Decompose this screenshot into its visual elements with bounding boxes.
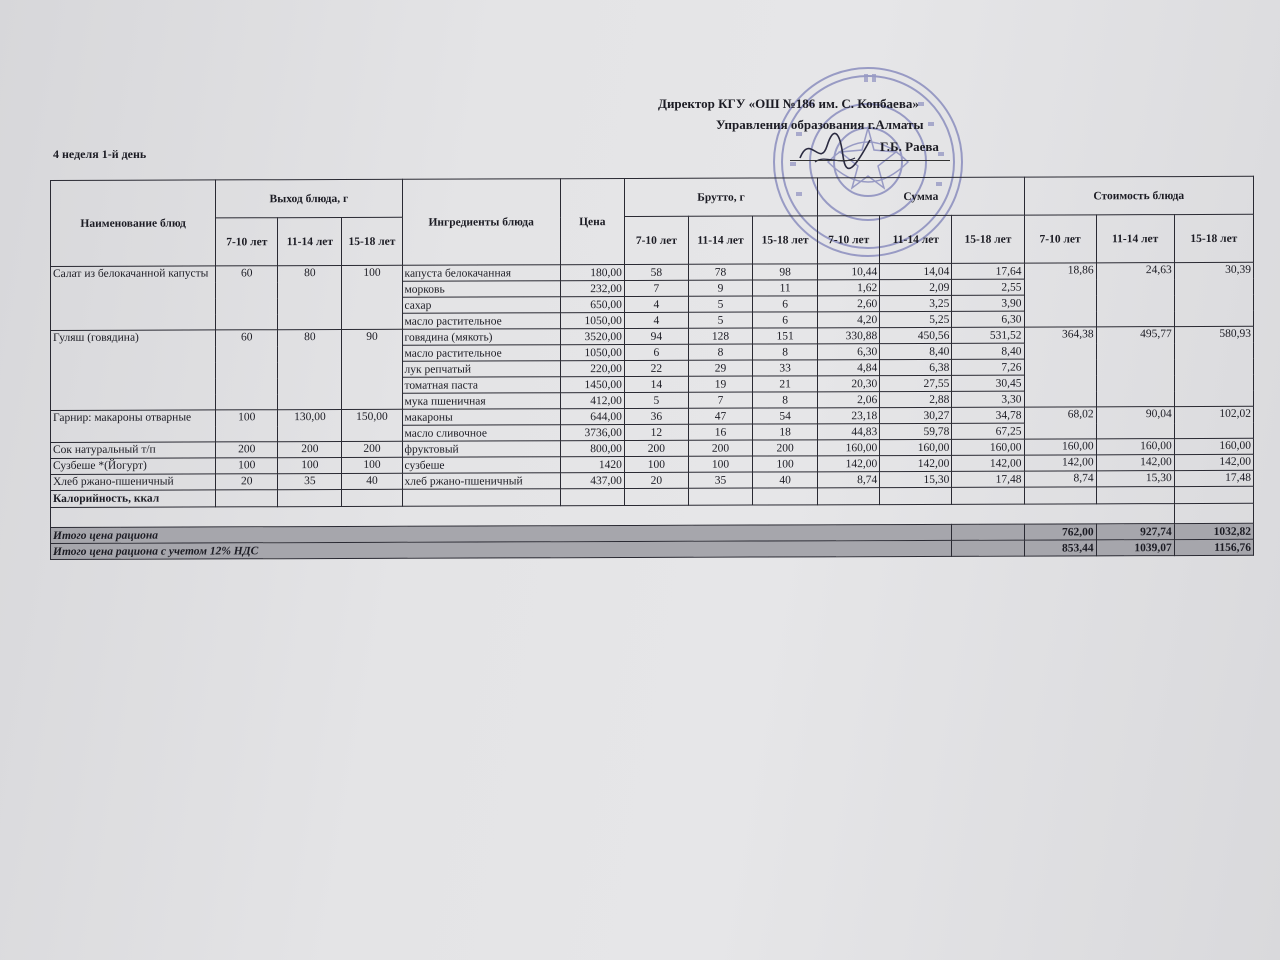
- dish-output: 35: [278, 473, 342, 489]
- dish-output: 40: [342, 473, 402, 489]
- ingredient-name: сахар: [402, 297, 560, 314]
- dish-output: 80: [278, 329, 342, 409]
- ingredient-sum: 20,30: [818, 376, 880, 392]
- ingredient-price: 3520,00: [560, 328, 624, 344]
- age-header: 7-10 лет: [1024, 215, 1096, 263]
- dish-name: Сузбеше *(Йогурт): [51, 458, 216, 475]
- ingredient-name: масло растительное: [402, 313, 560, 330]
- ingredient-brutto: 200: [624, 440, 688, 456]
- dish-cost: 68,02: [1024, 407, 1096, 439]
- ingredient-sum: 6,30: [952, 311, 1024, 327]
- ingredient-brutto: 8: [688, 344, 752, 360]
- ingredient-sum: 3,25: [880, 295, 952, 311]
- dish-cost: 160,00: [1024, 439, 1096, 455]
- ingredient-brutto: 14: [624, 376, 688, 392]
- dish-output: 100: [342, 265, 402, 329]
- ingredient-sum: 531,52: [952, 327, 1024, 343]
- dish-cost: 364,38: [1024, 327, 1096, 407]
- col-sum-header: Сумма: [818, 177, 1024, 216]
- ingredient-sum: 3,90: [952, 295, 1024, 311]
- dish-cost: 17,48: [1174, 470, 1253, 486]
- ingredient-brutto: 5: [688, 312, 752, 328]
- ingredient-name: хлеб ржано-пшеничный: [402, 473, 560, 490]
- ingredient-sum: 23,18: [818, 408, 880, 424]
- dish-cost: 580,93: [1174, 326, 1253, 406]
- age-header: 15-18 лет: [1174, 214, 1253, 262]
- ingredient-name: лук репчатый: [402, 361, 560, 378]
- dish-output: 130,00: [278, 409, 342, 441]
- ingredient-brutto: 98: [753, 264, 818, 280]
- ingredient-sum: 8,40: [952, 343, 1024, 359]
- total-vat-label: Итого цена рациона с учетом 12% НДС: [51, 540, 952, 559]
- ingredient-brutto: 18: [753, 424, 818, 440]
- ingredient-brutto: 6: [753, 312, 818, 328]
- ingredient-sum: 14,04: [880, 263, 952, 279]
- ingredient-price: 437,00: [560, 472, 624, 488]
- ingredient-name: морковь: [402, 281, 560, 298]
- age-header: 15-18 лет: [753, 216, 818, 264]
- department-title: Управления образования г.Алматы: [716, 117, 924, 132]
- ingredient-sum: 160,00: [952, 439, 1024, 455]
- ingredient-sum: 330,88: [818, 328, 880, 344]
- menu-table: [50, 176, 1254, 560]
- ingredient-sum: 142,00: [818, 456, 880, 472]
- col-name-header: Наименование блюд: [51, 180, 216, 267]
- ingredient-sum: 30,27: [880, 407, 952, 423]
- ingredient-brutto: 8: [753, 344, 818, 360]
- dish-cost: 8,74: [1024, 471, 1096, 487]
- age-header: 11-14 лет: [1096, 215, 1174, 263]
- ingredient-brutto: 4: [624, 296, 688, 312]
- dish-output: 20: [216, 474, 278, 490]
- dish-name: Хлеб ржано-пшеничный: [51, 474, 216, 491]
- ingredient-price: 1050,00: [560, 344, 624, 360]
- ingredient-sum: 6,30: [818, 344, 880, 360]
- signature-icon: [795, 128, 875, 173]
- ingredient-name: капуста белокачанная: [402, 265, 560, 282]
- total-15-18: 1032,82: [1174, 523, 1253, 539]
- total-11-14: 927,74: [1096, 524, 1174, 540]
- total-label: Итого цена рациона: [51, 524, 952, 543]
- ingredient-price: 180,00: [560, 264, 624, 280]
- ingredient-name: говядина (мякоть): [402, 329, 560, 346]
- ingredient-price: 1450,00: [560, 376, 624, 392]
- ingredient-sum: 44,83: [818, 424, 880, 440]
- col-cost-header: Стоимость блюда: [1024, 176, 1253, 215]
- ingredient-brutto: 5: [688, 296, 752, 312]
- ingredient-brutto: 100: [688, 456, 752, 472]
- ingredient-sum: 2,06: [818, 392, 880, 408]
- age-header: 11-14 лет: [688, 216, 752, 264]
- ingredient-sum: 7,26: [952, 359, 1024, 375]
- day-label: 4 неделя 1-й день: [53, 147, 147, 161]
- ingredient-sum: 142,00: [880, 455, 952, 471]
- dish-output: 150,00: [342, 409, 402, 441]
- ingredient-sum: 34,78: [952, 407, 1024, 423]
- ingredient-brutto: 40: [753, 472, 818, 488]
- ingredient-sum: 17,64: [952, 263, 1024, 279]
- director-title: Директор КГУ «ОШ №186 им. С. Копбаева»: [658, 96, 919, 111]
- ingredient-sum: 15,30: [880, 471, 952, 487]
- ingredient-brutto: 100: [624, 456, 688, 472]
- ingredient-sum: 3,30: [952, 391, 1024, 407]
- ingredient-sum: 2,09: [880, 279, 952, 295]
- ingredient-brutto: 16: [688, 424, 752, 440]
- dish-output: 100: [342, 457, 402, 473]
- dish-output: 200: [278, 441, 342, 457]
- dish-name: Сок натуральный т/п: [51, 442, 216, 459]
- dish-cost: 142,00: [1096, 455, 1174, 471]
- col-ingredients-header: Ингредиенты блюда: [402, 179, 560, 266]
- calories-label: Калорийность, ккал: [51, 490, 216, 508]
- dish-output: 100: [216, 410, 278, 442]
- ingredient-brutto: 5: [624, 392, 688, 408]
- ingredient-price: 232,00: [560, 280, 624, 296]
- dish-cost: 15,30: [1096, 471, 1174, 487]
- ingredient-brutto: 4: [624, 312, 688, 328]
- total-vat-7-10: 853,44: [1024, 540, 1096, 556]
- ingredient-sum: 2,60: [818, 296, 880, 312]
- ingredient-price: 3736,00: [560, 424, 624, 440]
- ingredient-name: масло растительное: [402, 345, 560, 362]
- ingredient-brutto: 36: [624, 408, 688, 424]
- age-header: 11-14 лет: [880, 215, 952, 263]
- col-price-header: Цена: [560, 178, 624, 264]
- ingredient-brutto: 33: [753, 360, 818, 376]
- ingredient-sum: 1,62: [818, 280, 880, 296]
- total-7-10: 762,00: [1024, 524, 1096, 540]
- dish-output: 60: [216, 330, 278, 410]
- dish-cost: 142,00: [1024, 455, 1096, 471]
- dish-output: 60: [216, 266, 278, 330]
- ingredient-sum: 27,55: [880, 375, 952, 391]
- ingredient-price: 650,00: [560, 296, 624, 312]
- ingredient-brutto: 35: [688, 472, 752, 488]
- dish-cost: 90,04: [1096, 407, 1174, 439]
- ingredient-brutto: 200: [688, 440, 752, 456]
- col-brutto-header: Брутто, г: [624, 178, 817, 217]
- dish-name: Салат из белокачанной капусты: [51, 266, 216, 331]
- ingredient-sum: 2,88: [880, 391, 952, 407]
- ingredient-brutto: 94: [624, 328, 688, 344]
- ingredient-sum: 160,00: [818, 440, 880, 456]
- ingredient-sum: 160,00: [880, 439, 952, 455]
- age-header: 11-14 лет: [278, 217, 342, 265]
- ingredient-name: мука пшеничная: [402, 393, 560, 410]
- director-name: Г.Б. Раева: [880, 139, 939, 154]
- dish-cost: 160,00: [1096, 439, 1174, 455]
- ingredient-brutto: 47: [688, 408, 752, 424]
- ingredient-brutto: 11: [753, 280, 818, 296]
- ingredient-name: томатная паста: [402, 377, 560, 394]
- age-header: 7-10 лет: [818, 216, 880, 264]
- dish-output: 100: [278, 457, 342, 473]
- ingredient-price: 1050,00: [560, 312, 624, 328]
- ingredient-brutto: 8: [753, 392, 818, 408]
- ingredient-brutto: 9: [688, 280, 752, 296]
- ingredient-brutto: 21: [753, 376, 818, 392]
- dish-name: Гуляш (говядина): [51, 330, 216, 411]
- ingredient-sum: 17,48: [952, 471, 1024, 487]
- total-vat-15-18: 1156,76: [1174, 539, 1253, 555]
- ingredient-sum: 4,20: [818, 312, 880, 328]
- dish-cost: 18,86: [1024, 263, 1096, 327]
- ingredient-price: 220,00: [560, 360, 624, 376]
- ingredient-name: масло сливочное: [402, 425, 560, 442]
- ingredient-sum: 450,56: [880, 327, 952, 343]
- ingredient-brutto: 78: [688, 264, 752, 280]
- age-header: 15-18 лет: [342, 217, 402, 265]
- ingredient-sum: 59,78: [880, 423, 952, 439]
- ingredient-sum: 6,38: [880, 359, 952, 375]
- ingredient-price: 644,00: [560, 408, 624, 424]
- ingredient-brutto: 200: [753, 440, 818, 456]
- total-vat-11-14: 1039,07: [1096, 540, 1174, 556]
- ingredient-brutto: 12: [624, 424, 688, 440]
- age-header: 7-10 лет: [216, 218, 278, 266]
- dish-cost: 30,39: [1174, 262, 1253, 326]
- ingredient-brutto: 22: [624, 360, 688, 376]
- dish-output: 100: [216, 458, 278, 474]
- dish-cost: 142,00: [1174, 454, 1253, 470]
- dish-cost: 495,77: [1096, 327, 1174, 407]
- ingredient-brutto: 151: [753, 328, 818, 344]
- ingredient-price: 412,00: [560, 392, 624, 408]
- ingredient-sum: 8,40: [880, 343, 952, 359]
- ingredient-brutto: 54: [753, 408, 818, 424]
- ingredient-sum: 5,25: [880, 311, 952, 327]
- dish-output: 200: [342, 441, 402, 457]
- ingredient-brutto: 128: [688, 328, 752, 344]
- age-header: 7-10 лет: [624, 216, 688, 264]
- col-output-header: Выход блюда, г: [216, 179, 402, 218]
- signature-line: [790, 160, 950, 161]
- ingredient-brutto: 7: [688, 392, 752, 408]
- ingredient-sum: 67,25: [952, 423, 1024, 439]
- ingredient-sum: 4,84: [818, 360, 880, 376]
- ingredient-sum: 8,74: [818, 472, 880, 488]
- menu-body: [51, 262, 1254, 490]
- dish-cost: 102,02: [1174, 406, 1253, 438]
- ingredient-name: макароны: [402, 409, 560, 426]
- dish-cost: 160,00: [1174, 438, 1253, 454]
- ingredient-name: сузбеше: [402, 457, 560, 474]
- dish-cost: 24,63: [1096, 263, 1174, 327]
- ingredient-sum: 2,55: [952, 279, 1024, 295]
- total-vat-row: [51, 539, 1254, 559]
- ingredient-sum: 10,44: [818, 264, 880, 280]
- ingredient-brutto: 29: [688, 360, 752, 376]
- ingredient-brutto: 19: [688, 376, 752, 392]
- ingredient-price: 1420: [560, 456, 624, 472]
- ingredient-name: фруктовый: [402, 441, 560, 458]
- dish-output: 200: [216, 442, 278, 458]
- dish-output: 90: [342, 329, 402, 409]
- ingredient-brutto: 7: [624, 280, 688, 296]
- ingredient-brutto: 6: [753, 296, 818, 312]
- ingredient-brutto: 58: [624, 264, 688, 280]
- age-header-row: [51, 214, 1254, 266]
- ingredient-brutto: 100: [753, 456, 818, 472]
- dish-name: Гарнир: макароны отварные: [51, 410, 216, 443]
- ingredient-brutto: 6: [624, 344, 688, 360]
- ingredient-sum: 30,45: [952, 375, 1024, 391]
- ingredient-price: 800,00: [560, 440, 624, 456]
- age-header: 15-18 лет: [952, 215, 1024, 263]
- ingredient-sum: 142,00: [952, 455, 1024, 471]
- dish-output: 80: [278, 265, 342, 329]
- ingredient-brutto: 20: [624, 472, 688, 488]
